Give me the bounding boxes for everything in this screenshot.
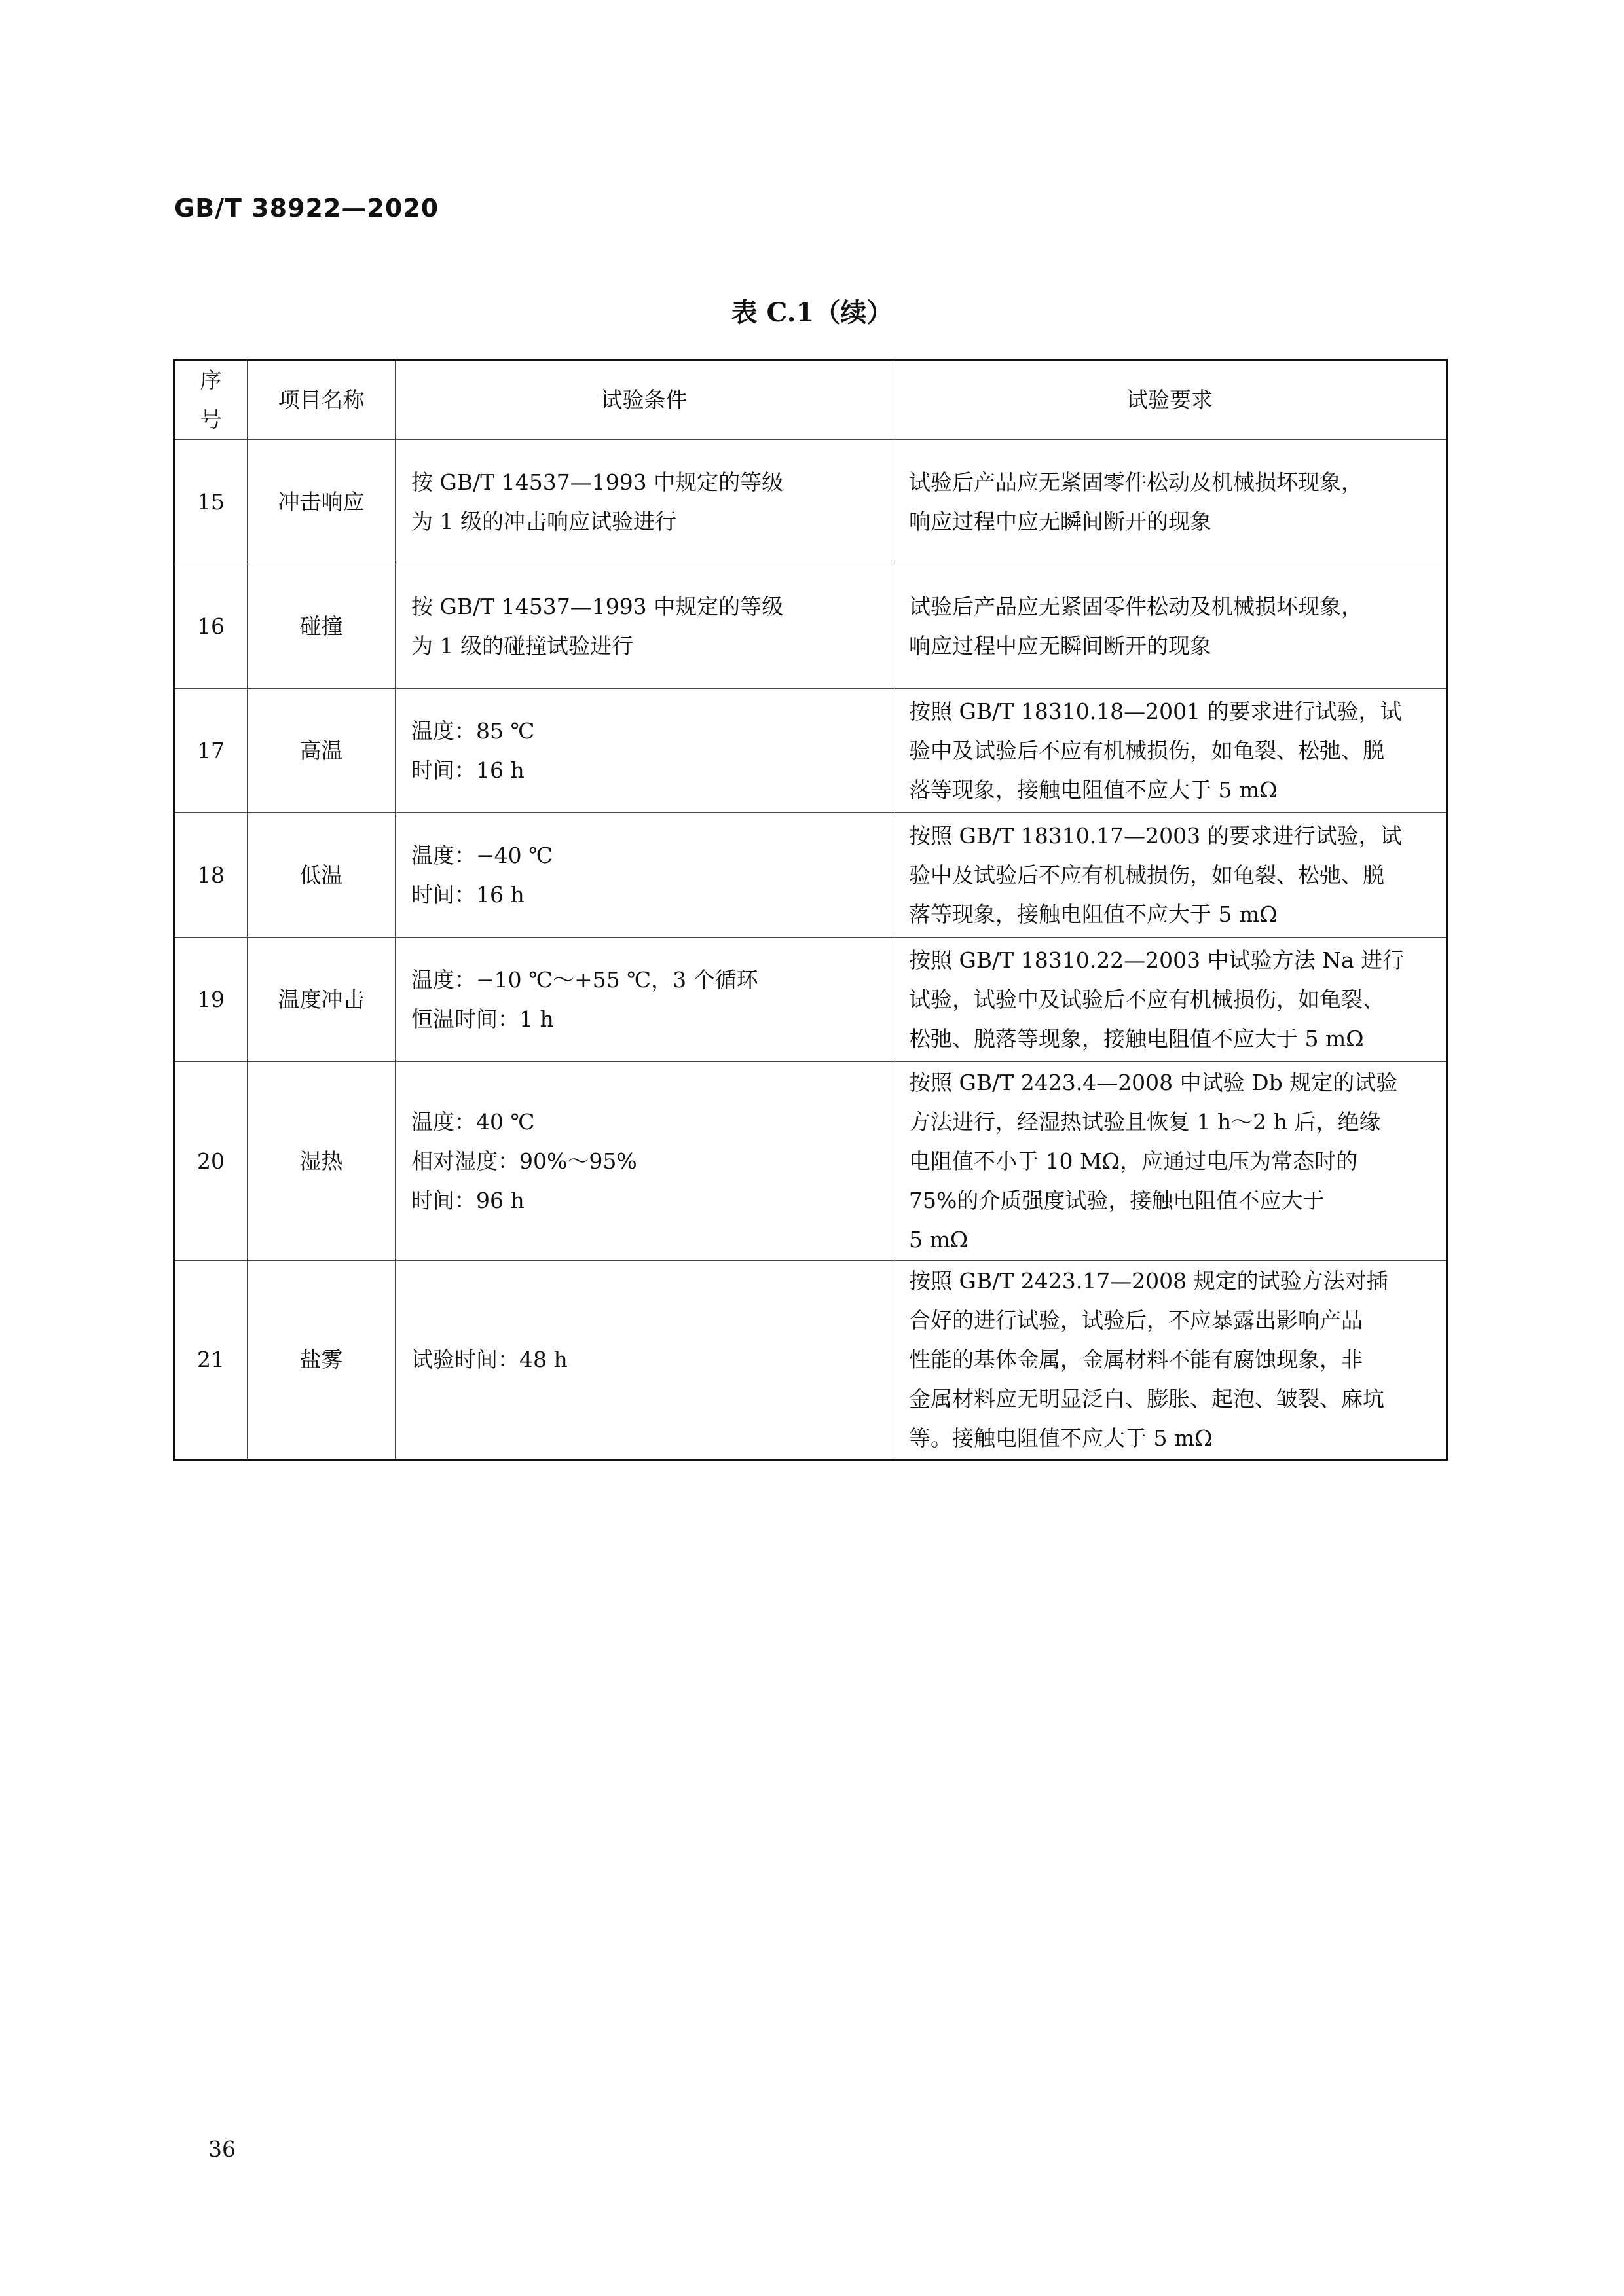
row-item-name: 高温 bbox=[248, 689, 396, 813]
table-row bbox=[174, 564, 1447, 689]
condition-line: 相对湿度：90%～95% bbox=[411, 1148, 637, 1174]
table-caption: 表 C.1（续） bbox=[731, 297, 893, 328]
requirement-line: 试验后产品应无紧固零件松动及机械损坏现象， bbox=[909, 469, 1363, 495]
row-serial-no: 19 bbox=[174, 938, 248, 1062]
condition-line: 温度：−40 ℃ bbox=[411, 842, 553, 868]
row-item-name: 温度冲击 bbox=[248, 938, 396, 1062]
row-serial-no: 16 bbox=[174, 564, 248, 689]
table-row bbox=[174, 440, 1447, 564]
requirement-line: 响应过程中应无瞬间断开的现象 bbox=[909, 508, 1211, 534]
row-item-name: 冲击响应 bbox=[248, 440, 396, 564]
header-test-requirement: 试验要求 bbox=[893, 360, 1447, 440]
condition-line: 试验时间：48 h bbox=[411, 1347, 568, 1372]
requirement-line: 按照 GB/T 18310.18—2001 的要求进行试验，试 bbox=[909, 698, 1402, 724]
document-id: GB/T 38922—2020 bbox=[174, 194, 439, 223]
requirement-line: 5 mΩ bbox=[909, 1226, 969, 1252]
row-serial-no: 15 bbox=[174, 440, 248, 564]
condition-line: 温度：40 ℃ bbox=[411, 1108, 535, 1135]
requirement-line: 按照 GB/T 18310.22—2003 中试验方法 Na 进行 bbox=[909, 947, 1405, 973]
condition-line: 温度：−10 ℃～+55 ℃，3 个循环 bbox=[411, 966, 758, 993]
condition-line: 时间：16 h bbox=[411, 757, 525, 783]
row-serial-no: 17 bbox=[174, 689, 248, 813]
requirement-line: 试验后产品应无紧固零件松动及机械损坏现象， bbox=[909, 593, 1363, 619]
row-test-requirement bbox=[893, 938, 1447, 1062]
requirement-line: 按照 GB/T 2423.17—2008 规定的试验方法对插 bbox=[909, 1268, 1388, 1294]
row-test-requirement bbox=[893, 1261, 1447, 1460]
condition-line: 时间：96 h bbox=[411, 1187, 525, 1213]
condition-line: 按 GB/T 14537—1993 中规定的等级 bbox=[411, 593, 784, 619]
table-row bbox=[174, 813, 1447, 938]
table-row bbox=[174, 1261, 1447, 1460]
row-item-name: 湿热 bbox=[248, 1062, 396, 1261]
header-item-name: 项目名称 bbox=[248, 360, 396, 440]
row-test-condition bbox=[396, 1062, 893, 1261]
condition-line: 按 GB/T 14537—1993 中规定的等级 bbox=[411, 469, 784, 495]
requirement-line: 验中及试验后不应有机械损伤，如龟裂、松弛、脱 bbox=[909, 862, 1384, 888]
requirement-line: 落等现象，接触电阻值不应大于 5 mΩ bbox=[909, 776, 1278, 803]
requirement-line: 试验，试验中及试验后不应有机械损伤，如龟裂、 bbox=[909, 986, 1384, 1012]
row-serial-no: 21 bbox=[174, 1261, 248, 1460]
condition-line: 为 1 级的冲击响应试验进行 bbox=[411, 508, 676, 534]
row-test-condition bbox=[396, 938, 893, 1062]
row-test-condition bbox=[396, 1261, 893, 1460]
requirement-line: 等。接触电阻值不应大于 5 mΩ bbox=[909, 1425, 1213, 1451]
requirement-line: 响应过程中应无瞬间断开的现象 bbox=[909, 632, 1211, 659]
row-test-condition bbox=[396, 440, 893, 564]
test-spec-table bbox=[173, 359, 1448, 1461]
row-item-name: 盐雾 bbox=[248, 1261, 396, 1460]
row-test-requirement bbox=[893, 1062, 1447, 1261]
table-row bbox=[174, 1062, 1447, 1261]
requirement-line: 按照 GB/T 2423.4—2008 中试验 Db 规定的试验 bbox=[909, 1069, 1398, 1095]
row-test-requirement bbox=[893, 689, 1447, 813]
requirement-line: 落等现象，接触电阻值不应大于 5 mΩ bbox=[909, 901, 1278, 927]
condition-line: 时间：16 h bbox=[411, 881, 525, 907]
row-test-condition bbox=[396, 813, 893, 938]
table-row bbox=[174, 689, 1447, 813]
row-item-name: 碰撞 bbox=[248, 564, 396, 689]
row-test-requirement bbox=[893, 813, 1447, 938]
requirement-line: 合好的进行试验，试验后，不应暴露出影响产品 bbox=[909, 1307, 1363, 1333]
table-header-row bbox=[174, 360, 1447, 440]
condition-line: 温度：85 ℃ bbox=[411, 718, 535, 744]
requirement-line: 75%的介质强度试验，接触电阻值不应大于 bbox=[909, 1187, 1325, 1213]
row-serial-no: 20 bbox=[174, 1062, 248, 1261]
requirement-line: 电阻值不小于 10 MΩ，应通过电压为常态时的 bbox=[909, 1148, 1358, 1174]
requirement-line: 按照 GB/T 18310.17—2003 的要求进行试验，试 bbox=[909, 822, 1402, 848]
header-serial-no: 序号 bbox=[174, 360, 248, 440]
requirement-line: 方法进行，经湿热试验且恢复 1 h～2 h 后，绝缘 bbox=[909, 1108, 1381, 1135]
row-serial-no: 18 bbox=[174, 813, 248, 938]
row-test-condition bbox=[396, 689, 893, 813]
requirement-line: 性能的基体金属，金属材料不能有腐蚀现象，非 bbox=[909, 1347, 1363, 1372]
row-test-requirement bbox=[893, 440, 1447, 564]
page-number: 36 bbox=[208, 2136, 236, 2162]
condition-line: 恒温时间：1 h bbox=[411, 1006, 554, 1032]
condition-line: 为 1 级的碰撞试验进行 bbox=[411, 632, 633, 659]
table-row bbox=[174, 938, 1447, 1062]
requirement-line: 验中及试验后不应有机械损伤，如龟裂、松弛、脱 bbox=[909, 737, 1384, 763]
row-item-name: 低温 bbox=[248, 813, 396, 938]
requirement-line: 松弛、脱落等现象，接触电阻值不应大于 5 mΩ bbox=[909, 1025, 1364, 1051]
row-test-condition bbox=[396, 564, 893, 689]
header-test-condition: 试验条件 bbox=[396, 360, 893, 440]
row-test-requirement bbox=[893, 564, 1447, 689]
requirement-line: 金属材料应无明显泛白、膨胀、起泡、皱裂、麻坑 bbox=[909, 1386, 1384, 1412]
